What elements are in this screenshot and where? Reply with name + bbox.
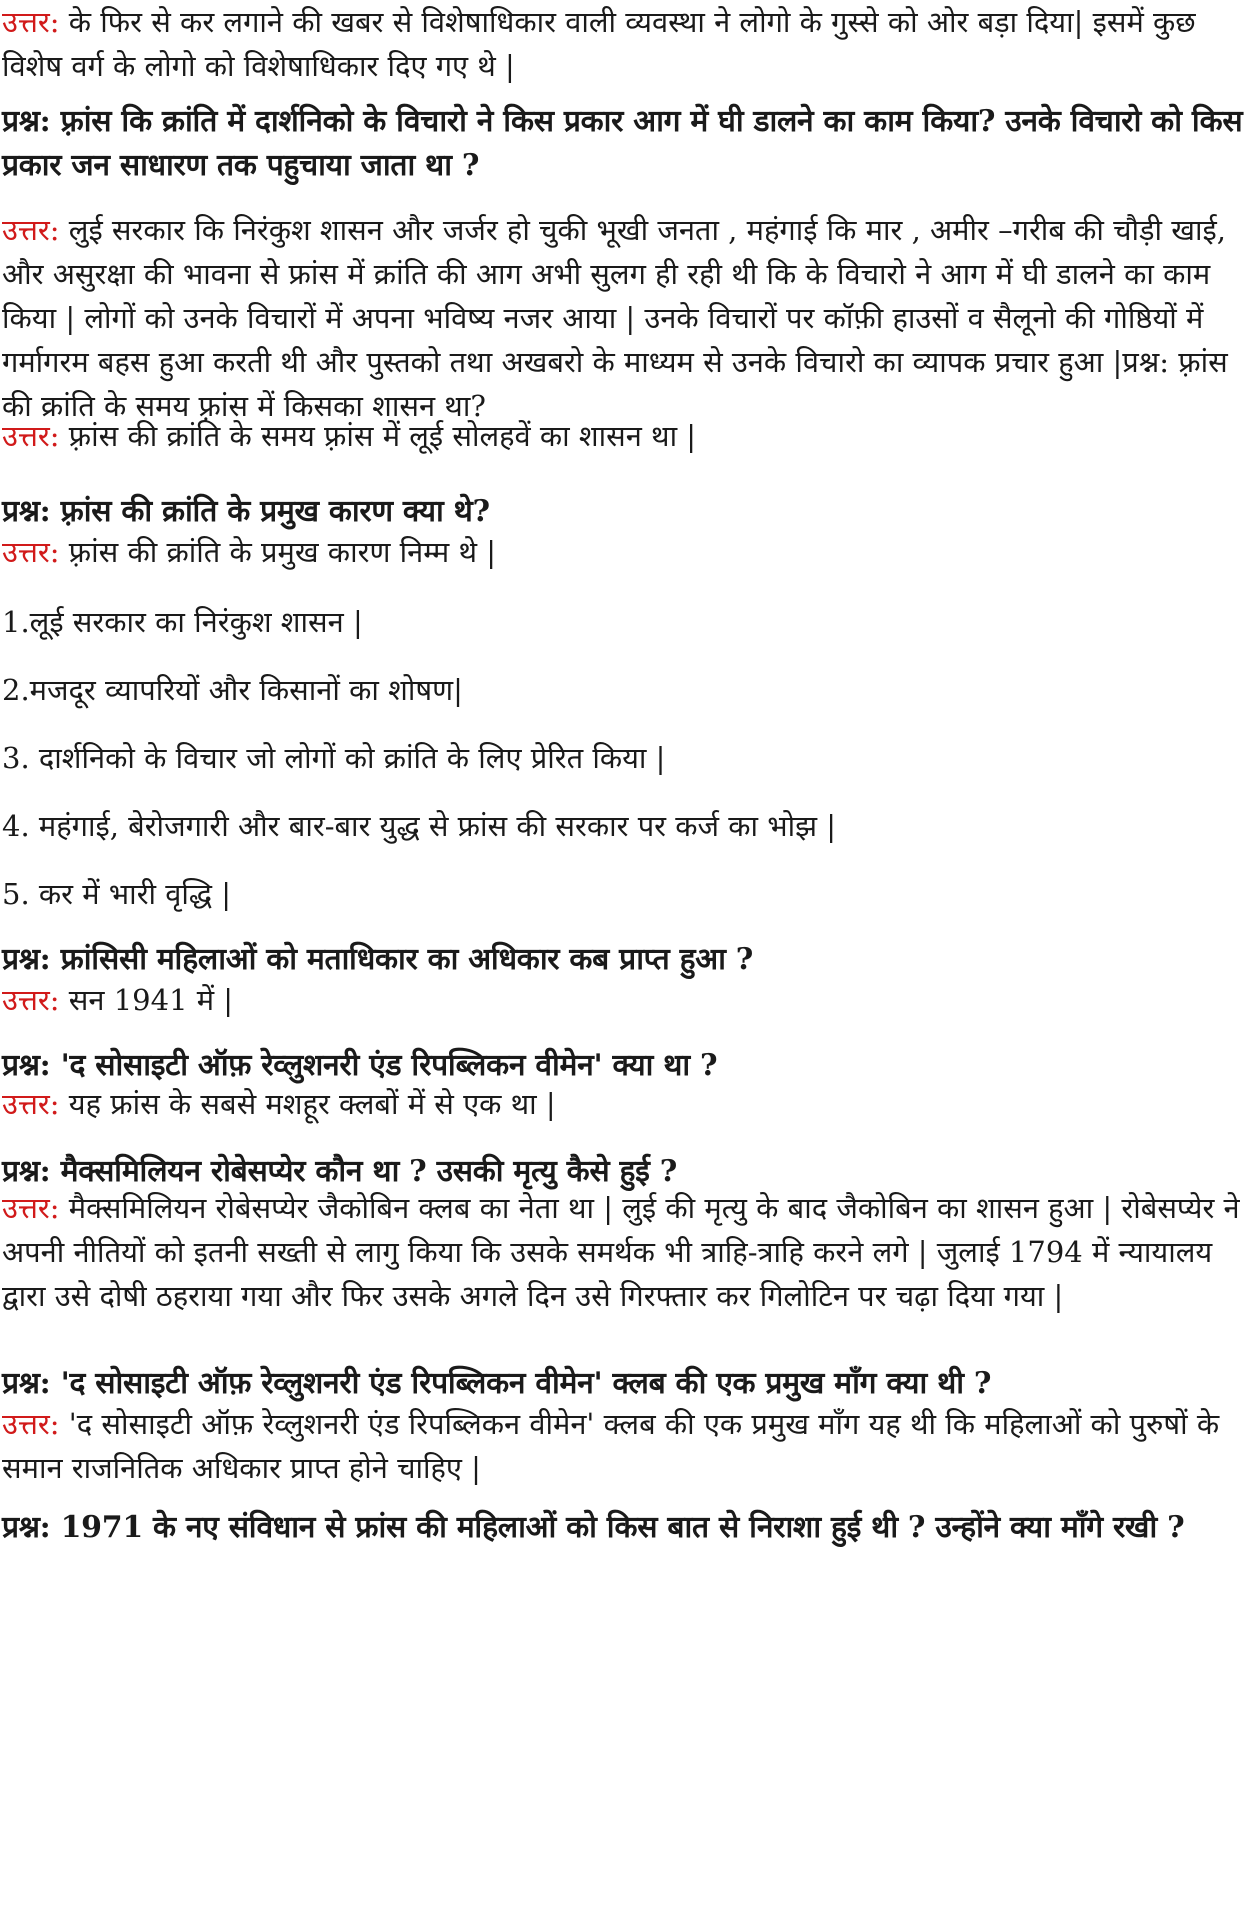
answer-label: उत्तर:	[2, 983, 60, 1017]
question-heading: प्रश्न: 1971 के नए संविधान से फ्रांस की महिलाओं को किस बात से निराशा हुई थी ? उन्होंने क्या माँगे रखी ?	[2, 1510, 1185, 1545]
answer-label: उत्तर:	[2, 535, 60, 569]
answer-label: उत्तर:	[2, 419, 60, 453]
question-heading: प्रश्न: मैक्समिलियन रोबेसप्येर कौन था ? उसकी मृत्यु कैसे हुई ?	[2, 1154, 678, 1189]
list-item: 1.लूई सरकार का निरंकुश शासन |	[2, 605, 363, 639]
answer-paragraph	[2, 414, 1246, 458]
answer-text: फ़्रांस की क्रांति के समय फ़्रांस में लूई सोलहवें का शासन था |	[59, 419, 697, 453]
answer-label: उत्तर:	[2, 213, 60, 247]
answer-text: लुई सरकार कि निरंकुश शासन और जर्जर हो चुकी भूखी जनता , महंगाई कि मार , अमीर –गरीब की चौड़ी खाई, और असुरक्षा की भावना से फ्रांस में क्रांति की आग अभी सुलग ही रही थी कि के विचारो ने आग में घी डालने का काम किया | लोगों को उनके विचारों में अपना भविष्य नजर आया | उनके विचारों पर कॉफ़ी हाउसों व सैलूनो की गोष्ठियों में गर्मागरम बहस हुआ करती थी और पुस्तको तथा अखबरो के माध्यम से उनके विचारो का व्यापक प्रचार हुआ |प्रश्न: फ़्रांस की क्रांति के समय फ़्रांस में किसका शासन था?	[2, 213, 1228, 423]
answer-paragraph	[2, 208, 1246, 428]
answer-text: के फिर से कर लगाने की खबर से विशेषाधिकार वाली व्यवस्था ने लोगो के गुस्से को ओर बड़ा दिया| इसमें कुछ विशेष वर्ग के लोगो को विशेषाधिकार दिए गए थे |	[2, 5, 1196, 83]
answer-paragraph	[2, 978, 1246, 1022]
answer-paragraph	[2, 1082, 1246, 1126]
question-heading: प्रश्न: फ़्रांस की क्रांति के प्रमुख कारण क्या थे?	[2, 494, 490, 529]
list-item: 2.मजदूर व्यापरियों और किसानों का शोषण|	[2, 673, 463, 707]
list-item: 5. कर में भारी वृद्धि |	[2, 877, 232, 911]
question-heading: प्रश्न: 'द सोसाइटी ऑफ़ रेव्लुशनरी एंड रिपब्लिकन वीमेन' क्लब की एक प्रमुख माँग क्या थी ?	[2, 1366, 992, 1401]
answer-label: उत्तर:	[2, 1087, 60, 1121]
answer-text: यह फ्रांस के सबसे मशहूर क्लबों में से एक था |	[59, 1087, 556, 1121]
list-item: 3. दार्शनिको के विचार जो लोगों को क्रांति के लिए प्रेरित किया |	[2, 741, 666, 775]
answer-text: फ़्रांस की क्रांति के प्रमुख कारण निम्म थे |	[59, 535, 496, 569]
question-heading: प्रश्न: फ्रांसिसी महिलाओं को मताधिकार का अधिकार कब प्राप्त हुआ ?	[2, 942, 753, 977]
list-item: 4. महंगाई, बेरोजगारी और बार-बार युद्ध से फ्रांस की सरकार पर कर्ज का भोझ |	[2, 809, 837, 843]
answer-text: 'द सोसाइटी ऑफ़ रेव्लुशनरी एंड रिपब्लिकन वीमेन' क्लब की एक प्रमुख माँग यह थी कि महिलाओं को पुरुषों के समान राजनितिक अधिकार प्राप्त होने चाहिए |	[2, 1407, 1220, 1485]
answer-paragraph	[2, 530, 1246, 574]
answer-paragraph	[2, 0, 1246, 88]
answer-label: उत्तर:	[2, 1191, 60, 1225]
answer-label: उत्तर:	[2, 5, 60, 39]
answer-paragraph	[2, 1402, 1246, 1490]
answer-text: मैक्समिलियन रोबेसप्येर जैकोबिन क्लब का नेता था | लुई की मृत्यु के बाद जैकोबिन का शासन हुआ | रोबेसप्येर ने अपनी नीतियों को इतनी सख्ती से लागु किया कि उसके समर्थक भी त्राहि-त्राहि करने लगे | जुलाई 1794 में न्यायालय द्वारा उसे दोषी ठहराया गया और फिर उसके अगले दिन उसे गिरफ्तार कर गिलोटिन पर चढ़ा दिया गया |	[2, 1191, 1240, 1313]
question-heading: प्रश्न: फ़्रांस कि क्रांति में दार्शनिको के विचारो ने किस प्रकार आग में घी डालने का काम किया? उनके विचारो को किस प्रकार जन साधारण तक पहुचाया जाता था ?	[2, 104, 1243, 183]
answer-paragraph	[2, 1186, 1246, 1318]
answer-label: उत्तर:	[2, 1407, 60, 1441]
answer-text: सन 1941 में |	[59, 983, 234, 1017]
question-heading: प्रश्न: 'द सोसाइटी ऑफ़ रेव्लुशनरी एंड रिपब्लिकन वीमेन' क्या था ?	[2, 1048, 718, 1083]
